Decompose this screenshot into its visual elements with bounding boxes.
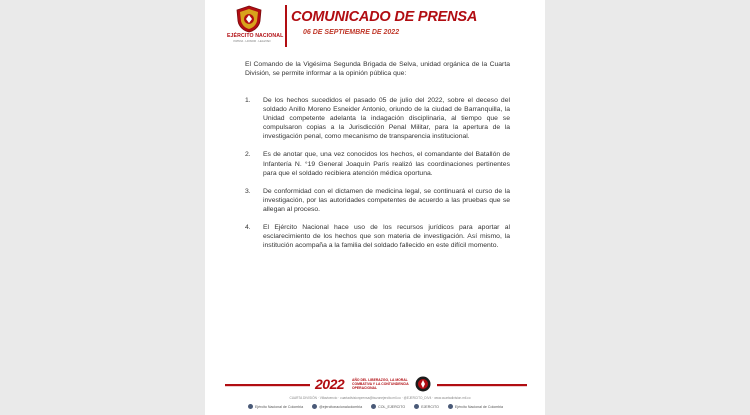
- social-youtube[interactable]: [414, 404, 439, 409]
- social-label: COL_EJERCITO: [378, 404, 406, 409]
- footer-social: [223, 404, 528, 409]
- header-divider: [285, 5, 287, 47]
- youtube-icon: [414, 404, 419, 409]
- intro-paragraph: El Comando de la Vigésima Segunda Brigada de Selva, unidad orgánica de la Cuarta División, se permite informar a la opinión pública que:: [245, 61, 510, 77]
- logo-name: EJÉRCITO NACIONAL: [227, 33, 284, 39]
- point-number: 4.: [245, 224, 251, 232]
- twitter-icon: [371, 404, 376, 409]
- list-item: [245, 150, 510, 177]
- point-number: 2.: [245, 151, 251, 159]
- footer-slogan: AÑO DEL LIBERAZGO, LA MORAL COMBATIVA Y LA CONTUNDENCIA OPERACIONAL: [352, 378, 409, 390]
- logo-motto: PATRIA · HONOR · LEALTAD: [233, 39, 271, 43]
- social-instagram[interactable]: [312, 404, 362, 409]
- points-list: [245, 96, 510, 259]
- release-date: 06 DE SEPTIEMBRE DE 2022: [303, 29, 400, 36]
- footer-address: CUARTA DIVISIÓN · Villavicencio · cuartadivisionprensa@buzonejercito.mil.co · @EJERCITO_DIV4 · www.cuartadivision.mil.co: [289, 396, 471, 400]
- press-release-page: [205, 0, 545, 415]
- right-margin: [545, 0, 750, 415]
- facebook-icon: [248, 404, 253, 409]
- point-text: El Ejército Nacional hace uso de los recursos jurídicos para aportar al esclarecimiento de los hechos que son materia de investigación. Así mismo, la institución acompaña a la familia del soldado fallecido en este difícil momento.: [263, 224, 510, 250]
- social-facebook[interactable]: [248, 404, 303, 409]
- point-text: Es de anotar que, una vez conocidos los hechos, el comandante del Batallón de Infantería N. °19 General Joaquín París realizó las coordinaciones pertinentes para que el soldado recibiera atención médica oportuna.: [263, 151, 510, 177]
- social-label: Ejército Nacional de Colombia: [454, 404, 504, 409]
- army-shield-icon: [234, 5, 264, 33]
- point-text: De conformidad con el dictamen de medicina legal, se continuará el curso de la investigación, por las autoridades competentes de acuerdo a las pruebas que se allegan al proceso.: [263, 187, 510, 213]
- division-seal-icon: [415, 376, 431, 392]
- footer-year: 2022: [315, 376, 345, 392]
- list-item: [245, 187, 510, 214]
- social-label: EJERCITO: [421, 404, 439, 409]
- flickr-icon: [448, 404, 453, 409]
- list-item: [245, 223, 510, 250]
- point-text: De los hechos sucedidos el pasado 05 de julio del 2022, sobre el deceso del soldado Anillo Moreno Esneider Antonio, oriundo de la ciudad de Barranquilla, la Unidad competente adelanta la indagación disciplinaria, al tiempo que se compulsaron copias a la Jurisdicción Penal Militar, para la apertura de la investigación penal, como mecanismo de transparencia institucional.: [263, 97, 510, 141]
- social-label: @ejercitonacionalcolombia: [319, 404, 363, 409]
- point-number: 1.: [245, 97, 251, 104]
- social-flickr[interactable]: [448, 404, 503, 409]
- social-label: Ejército Nacional de Colombia: [254, 404, 304, 409]
- left-margin: [0, 0, 205, 415]
- instagram-icon: [312, 404, 317, 409]
- point-number: 3.: [245, 187, 251, 195]
- page-title: COMUNICADO DE PRENSA: [291, 9, 478, 25]
- list-item: [245, 96, 510, 141]
- social-twitter[interactable]: [371, 404, 405, 409]
